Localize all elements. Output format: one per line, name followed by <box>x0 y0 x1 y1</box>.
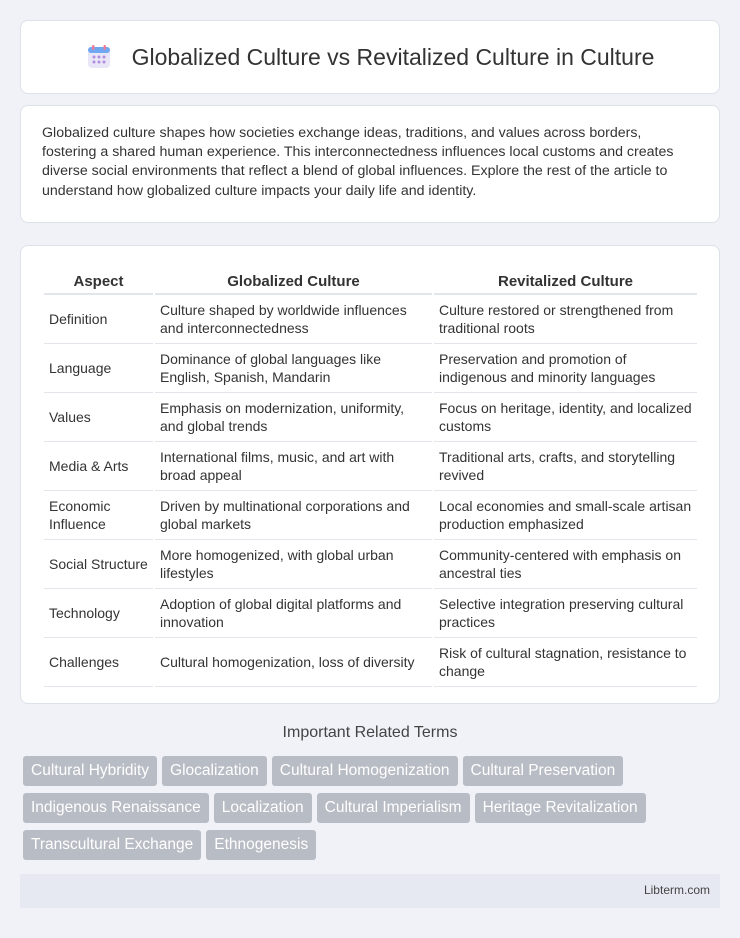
row-aspect: Language <box>44 344 153 393</box>
row-globalized: International films, music, and art with broad appeal <box>155 442 432 491</box>
table-row <box>44 393 697 442</box>
calendar-icon <box>86 44 112 70</box>
row-aspect: Social Structure <box>44 540 153 589</box>
row-globalized: Cultural homogenization, loss of diversity <box>155 638 432 687</box>
tag-transcultural-exchange[interactable]: Transcultural Exchange <box>23 830 201 860</box>
tag-cultural-hybridity[interactable]: Cultural Hybridity <box>23 756 157 786</box>
row-aspect: Challenges <box>44 638 153 687</box>
tag-cultural-preservation[interactable]: Cultural Preservation <box>463 756 624 786</box>
footer-brand[interactable]: Libterm.com <box>643 883 710 897</box>
row-revitalized: Local economies and small-scale artisan production emphasized <box>434 491 697 540</box>
row-globalized: Driven by multinational corporations and global markets <box>155 491 432 540</box>
row-aspect: Definition <box>44 295 153 344</box>
row-revitalized: Focus on heritage, identity, and localized customs <box>434 393 697 442</box>
table-row <box>44 344 697 393</box>
row-revitalized: Risk of cultural stagnation, resistance to change <box>434 638 697 687</box>
table-row <box>44 442 697 491</box>
tag-ethnogenesis[interactable]: Ethnogenesis <box>206 830 316 860</box>
row-revitalized: Culture restored or strengthened from traditional roots <box>434 295 697 344</box>
row-globalized: Emphasis on modernization, uniformity, and global trends <box>155 393 432 442</box>
table-row <box>44 295 697 344</box>
row-aspect: Media & Arts <box>44 442 153 491</box>
row-revitalized: Community-centered with emphasis on ancestral ties <box>434 540 697 589</box>
row-globalized: Dominance of global languages like English, Spanish, Mandarin <box>155 344 432 393</box>
row-aspect: Economic Influence <box>44 491 153 540</box>
column-header-aspect: Aspect <box>44 264 153 295</box>
related-terms-section <box>0 724 740 742</box>
comparison-table-card <box>20 245 720 704</box>
footer <box>20 874 720 908</box>
row-aspect: Values <box>44 393 153 442</box>
table-row <box>44 589 697 638</box>
column-header-globalized: Globalized Culture <box>155 264 432 295</box>
table-header-row <box>44 264 697 295</box>
tag-cultural-imperialism[interactable]: Cultural Imperialism <box>317 793 470 823</box>
row-revitalized: Selective integration preserving cultural practices <box>434 589 697 638</box>
row-globalized: More homogenized, with global urban lifestyles <box>155 540 432 589</box>
table-row <box>44 540 697 589</box>
row-revitalized: Preservation and promotion of indigenous and minority languages <box>434 344 697 393</box>
intro-card <box>20 105 720 223</box>
row-globalized: Culture shaped by worldwide influences and interconnectedness <box>155 295 432 344</box>
tag-glocalization[interactable]: Glocalization <box>162 756 267 786</box>
comparison-table <box>42 264 699 687</box>
row-revitalized: Traditional arts, crafts, and storytelling revived <box>434 442 697 491</box>
page-title: Globalized Culture vs Revitalized Culture in Culture <box>131 43 655 70</box>
tag-localization[interactable]: Localization <box>214 793 312 823</box>
row-globalized: Adoption of global digital platforms and innovation <box>155 589 432 638</box>
header-card <box>20 20 720 94</box>
tag-heritage-revitalization[interactable]: Heritage Revitalization <box>475 793 646 823</box>
tag-indigenous-renaissance[interactable]: Indigenous Renaissance <box>23 793 209 823</box>
related-terms-tags <box>23 756 713 860</box>
column-header-revitalized: Revitalized Culture <box>434 264 697 295</box>
related-terms-title: Important Related Terms <box>282 724 458 741</box>
tag-cultural-homogenization[interactable]: Cultural Homogenization <box>272 756 458 786</box>
table-row <box>44 491 697 540</box>
intro-text: Globalized culture shapes how societies exchange ideas, traditions, and values across borders, fostering a shared human experience. This interconnectedness influences local customs and creates diverse social environments that reflect a blend of global influences. Explore the rest of the article to understand how globalized culture impacts your daily life and identity. <box>42 125 674 199</box>
table-row <box>44 638 697 687</box>
row-aspect: Technology <box>44 589 153 638</box>
